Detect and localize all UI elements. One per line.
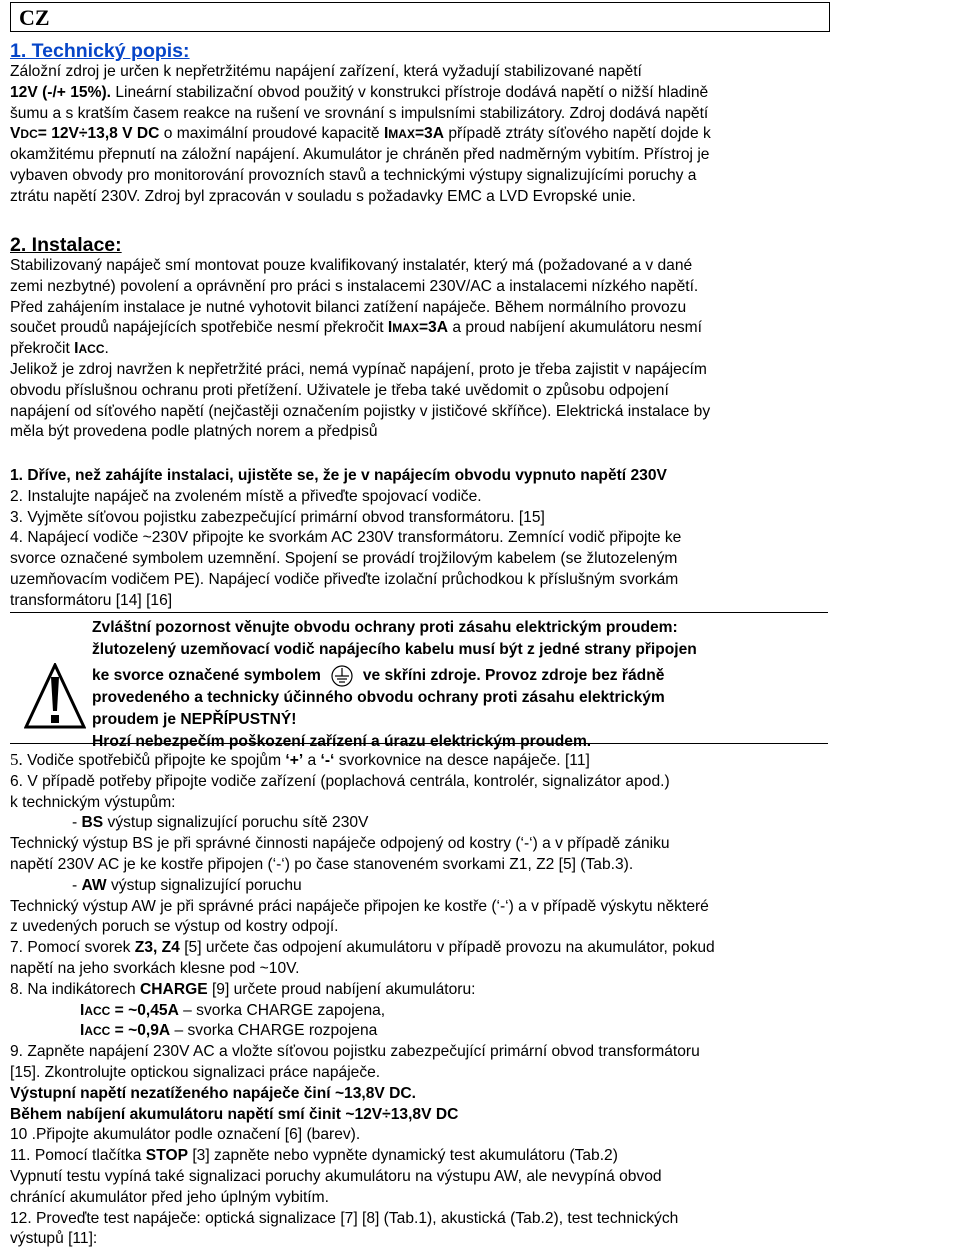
text-span: výstup signalizující poruchu [106, 876, 302, 894]
step-9: 9. Zapněte napájení 230V AC a vložte síťovou pojistku zabezpečující primární obvod transformátoru [10, 1043, 700, 1061]
warning-box [10, 612, 828, 751]
small-caps-text: MAX [388, 127, 415, 142]
text-span: I [80, 1022, 85, 1040]
step-1: 1. Dříve, než zahájíte instalaci, ujistěte se, že je v napájecím obvodu vypnuto napětí 230V [10, 467, 667, 484]
paragraph-line: ztrátu napětí 230V. Zdroj byl zpracován v souladu s požadavky EMC a LVD Evropské unie. [10, 187, 636, 205]
text-span: o maximální proudové kapacitě [159, 125, 384, 143]
warning-line: Hrozí nebezpečím poškození zařízení a úrazu elektrickým proudem. [92, 733, 592, 751]
text-span: - [72, 814, 82, 832]
step-12: 12. Proveďte test napáječe: optická signalizace [7] [8] (Tab.1), akustická (Tab.2), test technických [10, 1209, 679, 1227]
text-span: – svorka CHARGE zapojena, [178, 1001, 386, 1019]
paragraph-line: Technický výstup BS je při správné činnosti napáječe odpojený od kostry (‘-‘) a v případě zániku [10, 835, 670, 853]
warning-line [92, 665, 832, 687]
text-span: překročit [10, 340, 75, 358]
section-technical-description [10, 40, 830, 208]
output-voltage-note: Výstupní napětí nezatíženého napáječe činí ~13,8V DC. [10, 1084, 416, 1102]
step-4-cont: svorce označené symbolem uzemnění. Spojení se provádí trojžilovým kabelem (se žlutozeleným [10, 550, 678, 568]
paragraph-line [10, 124, 830, 145]
bold-text: CHARGE [140, 980, 208, 998]
paragraph-line [10, 339, 830, 360]
text-span: výstup signalizující poruchu sítě 230V [103, 814, 369, 832]
step-10: 10 .Připojte akumulátor podle označení [6] (barev). [10, 1126, 361, 1144]
charging-voltage-note: Během nabíjení akumulátoru napětí smí činit ~12V÷13,8V DC [10, 1105, 459, 1123]
section-installation [10, 234, 830, 443]
text-span: – svorka CHARGE rozpojena [170, 1022, 378, 1040]
bold-text: Z3, Z4 [134, 939, 180, 957]
text-span: I [74, 340, 79, 358]
paragraph-line: z uvedených poruch se výstup od kostry odpojí. [10, 918, 339, 936]
paragraph-line: Stabilizovaný napáječ smí montovat pouze kvalifikovaný instalatér, který má (požadované a v dané [10, 257, 693, 274]
bold-text [80, 1022, 170, 1039]
text-span: V [10, 125, 21, 143]
text-span: [5] určete čas odpojení akumulátoru v případě provozu na akumulátor, pokud [179, 939, 715, 957]
text-span: - [72, 876, 82, 894]
step-9-cont: [15]. Zkontrolujte optickou signalizaci práce napáječe. [10, 1063, 381, 1081]
text-span: Vodiče spotřebičů připojte ke spojům [22, 752, 286, 769]
small-caps-text: MAX [392, 321, 419, 336]
language-header-box [10, 2, 830, 32]
exclamation-triangle-icon [24, 663, 86, 729]
section-heading: 1. Technický popis: [10, 40, 190, 62]
step-7-cont: napětí na jeho svorkách klesne pod ~10V. [10, 959, 300, 977]
small-caps-text: DC [20, 127, 38, 142]
text-span: = ~0,45A [110, 1001, 179, 1019]
text-span: = ~0,9A [110, 1022, 171, 1040]
step-4: 4. Napájecí vodiče ~230V připojte ke svorkám AC 230V transformátoru. Zemnící vodič připojte ke [10, 529, 682, 547]
bold-text [80, 1002, 179, 1019]
text-span: a proud nabíjení akumulátoru nesmí [447, 319, 702, 337]
paragraph-line: napájení od síťového napětí (nejčastěji označením pojistky v jističové skříňce). Elektrická instalace by [10, 402, 711, 420]
warning-line: provedeného a technicky účinného obvodu ochrany proti zásahu elektrickým [92, 689, 665, 707]
text-span: [3] zapněte nebo vypněte dynamický test akumulátoru (Tab.2) [187, 1147, 618, 1165]
paragraph-line: měla být provedena podle platných norem a předpisů [10, 423, 378, 441]
paragraph-line [10, 83, 830, 104]
bold-text: AW [81, 876, 107, 894]
warning-line: proudem je NEPŘÍPUSTNÝ! [92, 711, 297, 729]
text-span: případě ztráty síťového napětí dojde k [444, 125, 711, 143]
installation-steps [10, 466, 830, 612]
bold-text: 12V (-/+ 15%). [10, 83, 111, 101]
paragraph-line: Jelikož je zdroj navržen k nepřetržité práci, nemá vypínač napájení, proto je třeba zajistit v napájecím [10, 360, 707, 378]
paragraph-line: šumu a s kratším časem reakce na rušení ve srovnání s impulsními stabilizátory. Zdroj dodává napětí [10, 104, 709, 122]
step-3: 3. Vyjměte síťovou pojistku zabezpečující primární obvod transformátoru. [15] [10, 508, 545, 526]
warning-line: žlutozelený uzemňovací vodič napájecího kabelu musí být z jedné strany připojen [92, 641, 697, 658]
warning-line: Zvláštní pozornost věnujte obvodu ochrany proti zásahu elektrickým proudem: [92, 619, 678, 636]
paragraph-line: zemi nezbytné) povolení a oprávnění pro práci s instalacemi 230V/AC a instalacemi nízkého napětí. [10, 277, 699, 295]
bold-text: BS [81, 814, 104, 832]
text-span: součet proudů napájejících spotřebiče nesmí překročit [10, 319, 388, 337]
charge-current-line [10, 1001, 830, 1022]
text-span: I [387, 319, 393, 337]
bold-text: ‘+’ [285, 752, 304, 769]
warning-text [92, 617, 832, 753]
bold-text [384, 125, 444, 142]
text-span: ke svorce označené symbolem [92, 667, 321, 685]
text-span: =3A [418, 319, 448, 337]
step-6: 6. V případě potřeby připojte vodiče zařízení (poplachová centrála, kontrolér, signalizátor apod.) [10, 772, 670, 790]
text-span: Lineární stabilizační obvod použitý v konstrukci přístroje dodává napětí o nižší hladině [110, 83, 709, 101]
bold-text [10, 125, 159, 142]
step-5 [10, 750, 830, 772]
paragraph-line: Záložní zdroj je určen k nepřetržitému napájení zařízení, která vyžadují stabilizované napětí [10, 63, 642, 80]
language-code: CZ [19, 5, 50, 30]
output-aw-line [10, 876, 830, 897]
paragraph-line [10, 318, 830, 339]
bold-text: ‘-‘ [320, 752, 335, 769]
step-11-cont: Vypnutí testu vypíná také signalizaci poruchy akumulátoru na výstupu AW, ale nevypíná obvod [10, 1167, 662, 1185]
paragraph-line: Před zahájením instalace je nutné vyhotovit bilanci zatížení napáječe. Během normálního provozu [10, 298, 687, 316]
text-span: =3A [414, 125, 444, 143]
paragraph-line: okamžitému přepnutí na záložní napájení. Akumulátor je chráněn před nadměrným vybitím. Přístroj je [10, 146, 710, 164]
text-span: 11. Pomocí tlačítka [10, 1147, 146, 1165]
bold-text: STOP [145, 1147, 188, 1165]
section-heading: 2. Instalace: [10, 234, 122, 256]
paragraph-line: napětí 230V AC je ke kostře připojen (‘-‘) po čase stanoveném svorkami Z1, Z2 [5] (Tab.3). [10, 855, 634, 873]
text-span: a [303, 752, 321, 769]
step-4-cont: transformátoru [14] [16] [10, 591, 173, 609]
text-span: svorkovnice na desce napáječe. [11] [334, 752, 590, 769]
small-caps-text: ACC [84, 1003, 111, 1018]
step-6-cont: k technickým výstupům: [10, 793, 176, 811]
small-caps-text: ACC [84, 1024, 111, 1039]
step-2: 2. Instalujte napáječ na zvoleném místě a přiveďte spojovací vodiče. [10, 487, 482, 505]
text-span: 7. Pomocí svorek [10, 939, 135, 957]
step-11-cont: chránící akumulátor před jeho úplným vybitím. [10, 1188, 329, 1206]
text-span: 8. Na indikátorech [10, 980, 141, 998]
ground-symbol-icon [327, 665, 357, 687]
text-span: I [80, 1001, 85, 1019]
small-caps-text: ACC [78, 342, 105, 357]
step-4-cont: uzemňovacím vodičem PE). Napájecí vodiče přiveďte izolační průchodkou k příslušným svorkám [10, 570, 679, 588]
text-span: I [383, 125, 389, 143]
text-span: [9] určete proud nabíjení akumulátoru: [207, 980, 476, 998]
paragraph-line: Technický výstup AW je při správné práci napáječe připojen ke kostře (‘-‘) a v případě výskytu některé [10, 897, 709, 915]
paragraph-line: vybaven obvody pro monitorování provozních stavů a technickými výstupy signalizujícími poruchy a [10, 166, 697, 184]
bold-text [74, 340, 104, 357]
step-8 [10, 980, 830, 1001]
step-7 [10, 938, 830, 959]
output-bs-line [10, 813, 830, 834]
charge-current-line [10, 1021, 830, 1042]
text-span: = 12V÷13,8 V DC [37, 125, 160, 143]
step-11 [10, 1146, 830, 1167]
step-number: 5. [10, 750, 23, 769]
text-span: . [104, 340, 109, 358]
step-12-cont: výstupů [11]: [10, 1230, 98, 1248]
bold-text [388, 319, 448, 336]
installation-steps-continued [10, 750, 830, 1250]
paragraph-line: obvodu příslušnou ochranu proti přetížení. Uživatele je třeba také uvědomit o způsobu odpojení [10, 381, 669, 399]
text-span: ve skříni zdroje. Provoz zdroje bez řádně [362, 667, 665, 685]
